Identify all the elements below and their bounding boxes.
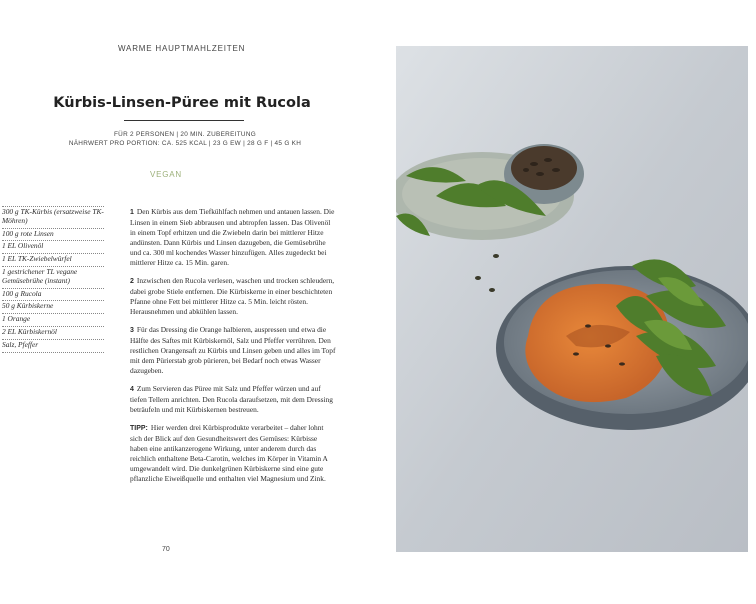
- nutrition-info: NÄHRWERT PRO PORTION: CA. 525 KCAL | 23 G EW | 28 G F | 45 G KH: [68, 140, 302, 147]
- ingredient-item: 1 gestrichener TL vegane Gemüsebrühe (instant): [2, 266, 104, 288]
- recipe-meta: [40, 130, 330, 148]
- step-text: Für das Dressing die Orange halbieren, auspressen und etwa die Hälfte des Saftes mit Kürbiskernöl, Salz und Pfeffer verrühren. Den restlichen Orangensaft zu Kürbis und Linsen geben und alles im Topf mit dem Pürierstab grob pürieren, bei Bedarf noch etwas Wasser dazugeben.: [130, 325, 336, 375]
- food-illustration: [396, 46, 748, 552]
- ingredient-item: 50 g Kürbiskerne: [2, 300, 104, 313]
- diet-tag: VEGAN: [150, 170, 183, 179]
- servings-time: FÜR 2 PERSONEN | 20 MIN. ZUBEREITUNG: [113, 131, 257, 138]
- step-2: [130, 276, 336, 317]
- step-number: 2: [130, 278, 134, 285]
- ingredient-item: 2 EL Kürbiskernöl: [2, 326, 104, 339]
- ingredient-item: Salz, Pfeffer: [2, 339, 104, 353]
- step-1: [130, 207, 336, 268]
- ingredient-item: 1 EL TK-Zwiebelwürfel: [2, 253, 104, 266]
- section-label: WARME HAUPTMAHLZEITEN: [118, 44, 246, 53]
- ingredient-item: 1 EL Olivenöl: [2, 240, 104, 253]
- tip-text: Hier werden drei Kürbisprodukte verarbeitet – daher lohnt sich der Blick auf den Gesundheitswert des Gemüses: Kürbisse haben eine antikanzerogene Wirkung, unter anderem durch das reichlich enthaltene Beta-Carotin, welches im Körper in Vitamin A umgewandelt wird. Die dunkelgrünen Kürbiskerne sind eine gute pflanzliche Eiweißquelle und enthalten viel Magnesium und Zink.: [130, 423, 328, 483]
- ingredient-item: 100 g Rucola: [2, 288, 104, 301]
- step-number: 3: [130, 327, 134, 334]
- instructions: [130, 207, 336, 492]
- step-number: 1: [130, 209, 134, 216]
- recipe-title: Kürbis-Linsen-Püree mit Rucola: [53, 95, 311, 111]
- step-text: Den Kürbis aus dem Tiefkühlfach nehmen und antauen lassen. Die Linsen in einem Sieb abbrausen und abtropfen lassen. Das Olivenöl in einem Topf erhitzen und die Zwiebeln darin bei mittlerer Hitze andünsten. Dann Kürbis und Linsen dazugeben, die Gemüsebrühe und ca. 300 ml kochendes Wasser hinzufügen. Alles zugedeckt bei mittlerer Hitze ca. 15 Min. garen.: [130, 207, 335, 267]
- step-text: Inzwischen den Rucola verlesen, waschen und trocken schleudern, dabei grobe Stiele entfernen. Die Kürbiskerne in einer beschichteten Pfanne ohne Fett bei mittlerer Hitze ca. 5 Min. leicht rösten. Herausnehmen und abkühlen lassen.: [130, 276, 335, 316]
- ingredient-item: 300 g TK-Kürbis (ersatzweise TK-Möhren): [2, 206, 104, 228]
- step-number: 4: [130, 386, 134, 393]
- step-3: [130, 325, 336, 376]
- tip-label: TIPP:: [130, 425, 148, 432]
- ingredient-item: 100 g rote Linsen: [2, 228, 104, 241]
- title-divider: [124, 120, 244, 121]
- ingredient-list: [2, 206, 104, 353]
- step-4: [130, 384, 336, 415]
- page-number: 70: [162, 546, 170, 553]
- ingredient-item: 1 Orange: [2, 313, 104, 326]
- tip: [130, 423, 336, 484]
- step-text: Zum Servieren das Püree mit Salz und Pfeffer würzen und auf tiefen Tellern anrichten. Den Rucola daraufsetzen, mit dem Dressing beträufeln und mit Kürbiskernen bestreuen.: [130, 384, 333, 414]
- recipe-photo: [396, 46, 748, 552]
